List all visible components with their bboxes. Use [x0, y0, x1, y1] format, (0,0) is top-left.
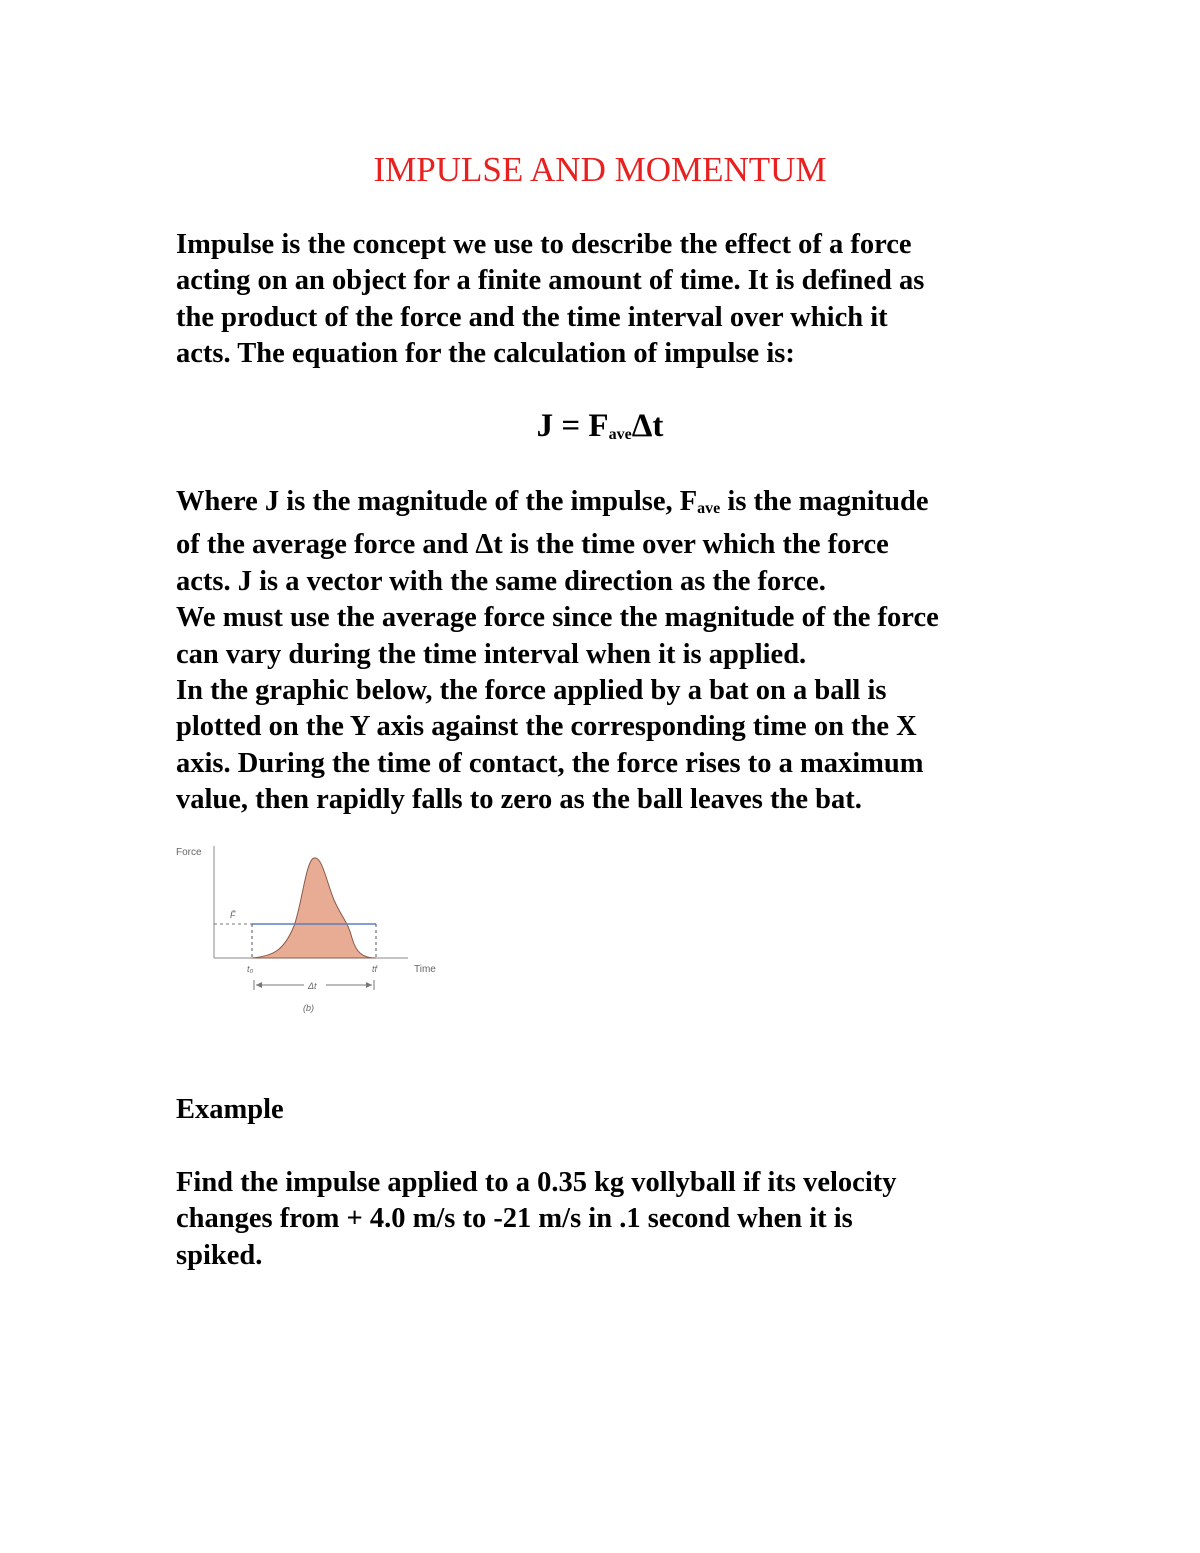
intro-line: acting on an object for a finite amount of time. It is defined as: [176, 265, 925, 297]
average-force-label: F̄: [230, 910, 236, 920]
equation-lhs: J = F: [536, 408, 609, 444]
explanation-text: Where J is the magnitude of the impulse, F: [176, 486, 698, 517]
equation-subscript: ave: [608, 426, 632, 443]
force-time-graph: [176, 838, 456, 1023]
figure-caption: (b): [303, 1003, 314, 1013]
dt-arrowhead-right: [366, 982, 372, 988]
explanation-line: [176, 484, 939, 527]
explanation-line: acts. J is a vector with the same direction as the force.: [176, 565, 826, 597]
explanation-line: We must use the average force since the magnitude of the force: [176, 602, 939, 634]
t0-label: t₀: [247, 964, 254, 974]
explanation-line: of the average force and Δt is the time over which the force: [176, 529, 889, 561]
impulse-equation: [176, 408, 1024, 445]
fave-subscript: ave: [697, 500, 721, 517]
example-line: changes from + 4.0 m/s to -21 m/s in .1 second when it is: [176, 1203, 853, 1235]
explanation-paragraph: [176, 484, 939, 819]
example-heading: Example: [176, 1094, 284, 1125]
example-line: Find the impulse applied to a 0.35 kg vollyball if its velocity: [176, 1167, 897, 1198]
explanation-line: In the graphic below, the force applied by a bat on a ball is: [176, 675, 887, 707]
equation-rhs: Δt: [631, 408, 664, 444]
tf-label: tf: [372, 964, 378, 974]
dt-label: Δt: [308, 981, 317, 991]
explanation-line: axis. During the time of contact, the force rises to a maximum: [176, 747, 924, 779]
intro-paragraph: [176, 227, 924, 373]
force-pulse-area: [252, 858, 376, 958]
explanation-line: plotted on the Y axis against the corresponding time on the X: [176, 711, 917, 743]
intro-line: the product of the force and the time interval over which it: [176, 301, 888, 333]
example-problem: [176, 1165, 896, 1274]
example-line: spiked.: [176, 1239, 263, 1271]
explanation-line: value, then rapidly falls to zero as the ball leaves the bat.: [176, 784, 862, 816]
y-axis-label: Force: [176, 847, 202, 858]
x-axis-label: Time: [414, 964, 436, 975]
intro-line: Impulse is the concept we use to describe the effect of a force: [176, 229, 912, 260]
explanation-line: can vary during the time interval when it is applied.: [176, 638, 807, 670]
explanation-text: is the magnitude: [720, 486, 929, 517]
dt-arrowhead-left: [256, 982, 262, 988]
intro-line: acts. The equation for the calculation of impulse is:: [176, 338, 795, 370]
document-title: IMPULSE AND MOMENTUM: [373, 150, 827, 189]
